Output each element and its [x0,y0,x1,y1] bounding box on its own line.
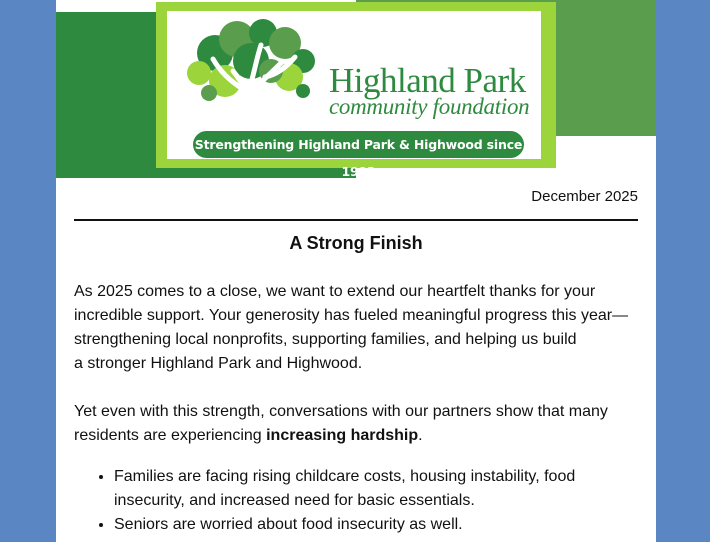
hardship-paragraph [74,400,638,448]
intro-paragraph [74,280,638,376]
intro-line: a stronger Highland Park and Highwood. [74,355,363,372]
tree-logo-icon [185,17,317,113]
brand-name: Highland Park [329,61,526,100]
brand-subtitle: community foundation [329,94,530,119]
hardship-period: . [418,427,423,444]
newsletter-page [56,0,656,542]
tagline-banner: Strengthening Highland Park & Highwood since 1992 [193,131,524,158]
list-item-line: insecurity, and increased need for basic essentials. [114,492,475,509]
list-item [114,513,638,537]
list-item-line: • Seniors are worried about food insecurity as well. [114,516,463,533]
needs-list [74,465,638,537]
logo-frame [156,2,556,179]
hardship-line: Yet even with this strength, conversations with our partners show that many [74,403,608,420]
divider [74,219,638,221]
intro-line: strengthening local nonprofits, supporting families, and helping us build [74,331,577,348]
hardship-line [74,424,638,448]
list-item [114,465,638,513]
issue-date: December 2025 [531,188,638,205]
logo [167,11,541,179]
hardship-text: residents are experiencing [74,427,267,444]
intro-line: incredible support. Your generosity has fueled meaningful progress this year— [74,307,629,324]
hardship-emphasis: increasing hardship [266,427,419,444]
intro-line: As 2025 comes to a close, we want to extend our heartfelt thanks for your [74,283,596,300]
headline: A Strong Finish [289,233,423,253]
list-item-line: • Families are facing rising childcare costs, housing instability, food [114,468,576,485]
